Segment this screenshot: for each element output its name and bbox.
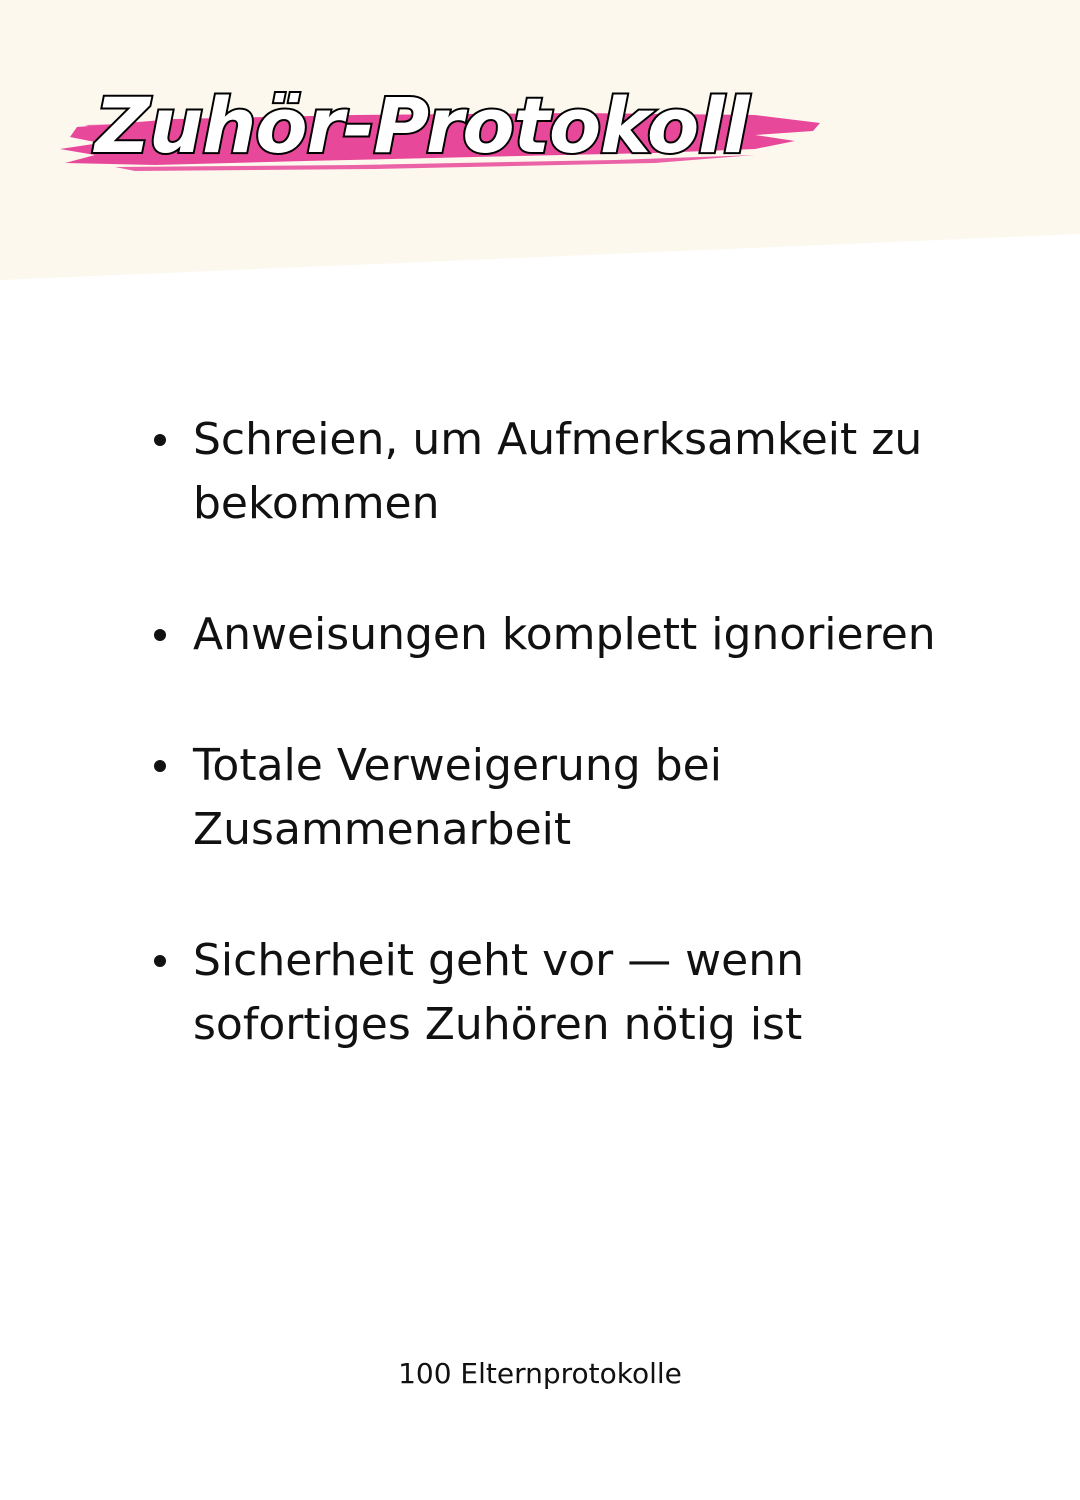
list-item [150,929,970,1057]
list-item-text: Anweisungen komplett ignorieren [193,609,936,660]
list-item-text: Sicherheit geht vor — wenn sofortiges Zuhören nötig ist [193,935,805,1050]
bullet-dot-icon [154,955,166,967]
list-item [150,734,970,862]
list-item [150,408,970,536]
list-item-text: Totale Verweigerung bei Zusammenarbeit [193,740,722,855]
page-title: Zuhör-Protokoll [95,81,749,170]
list-item-text: Schreien, um Aufmerksamkeit zu bekommen [193,414,923,529]
bullet-dot-icon [154,760,166,772]
bullet-list [150,408,970,1124]
bullet-dot-icon [154,629,166,641]
list-item [150,603,970,667]
bullet-dot-icon [154,434,166,446]
footer-text: 100 Elternprotokolle [398,1357,682,1390]
